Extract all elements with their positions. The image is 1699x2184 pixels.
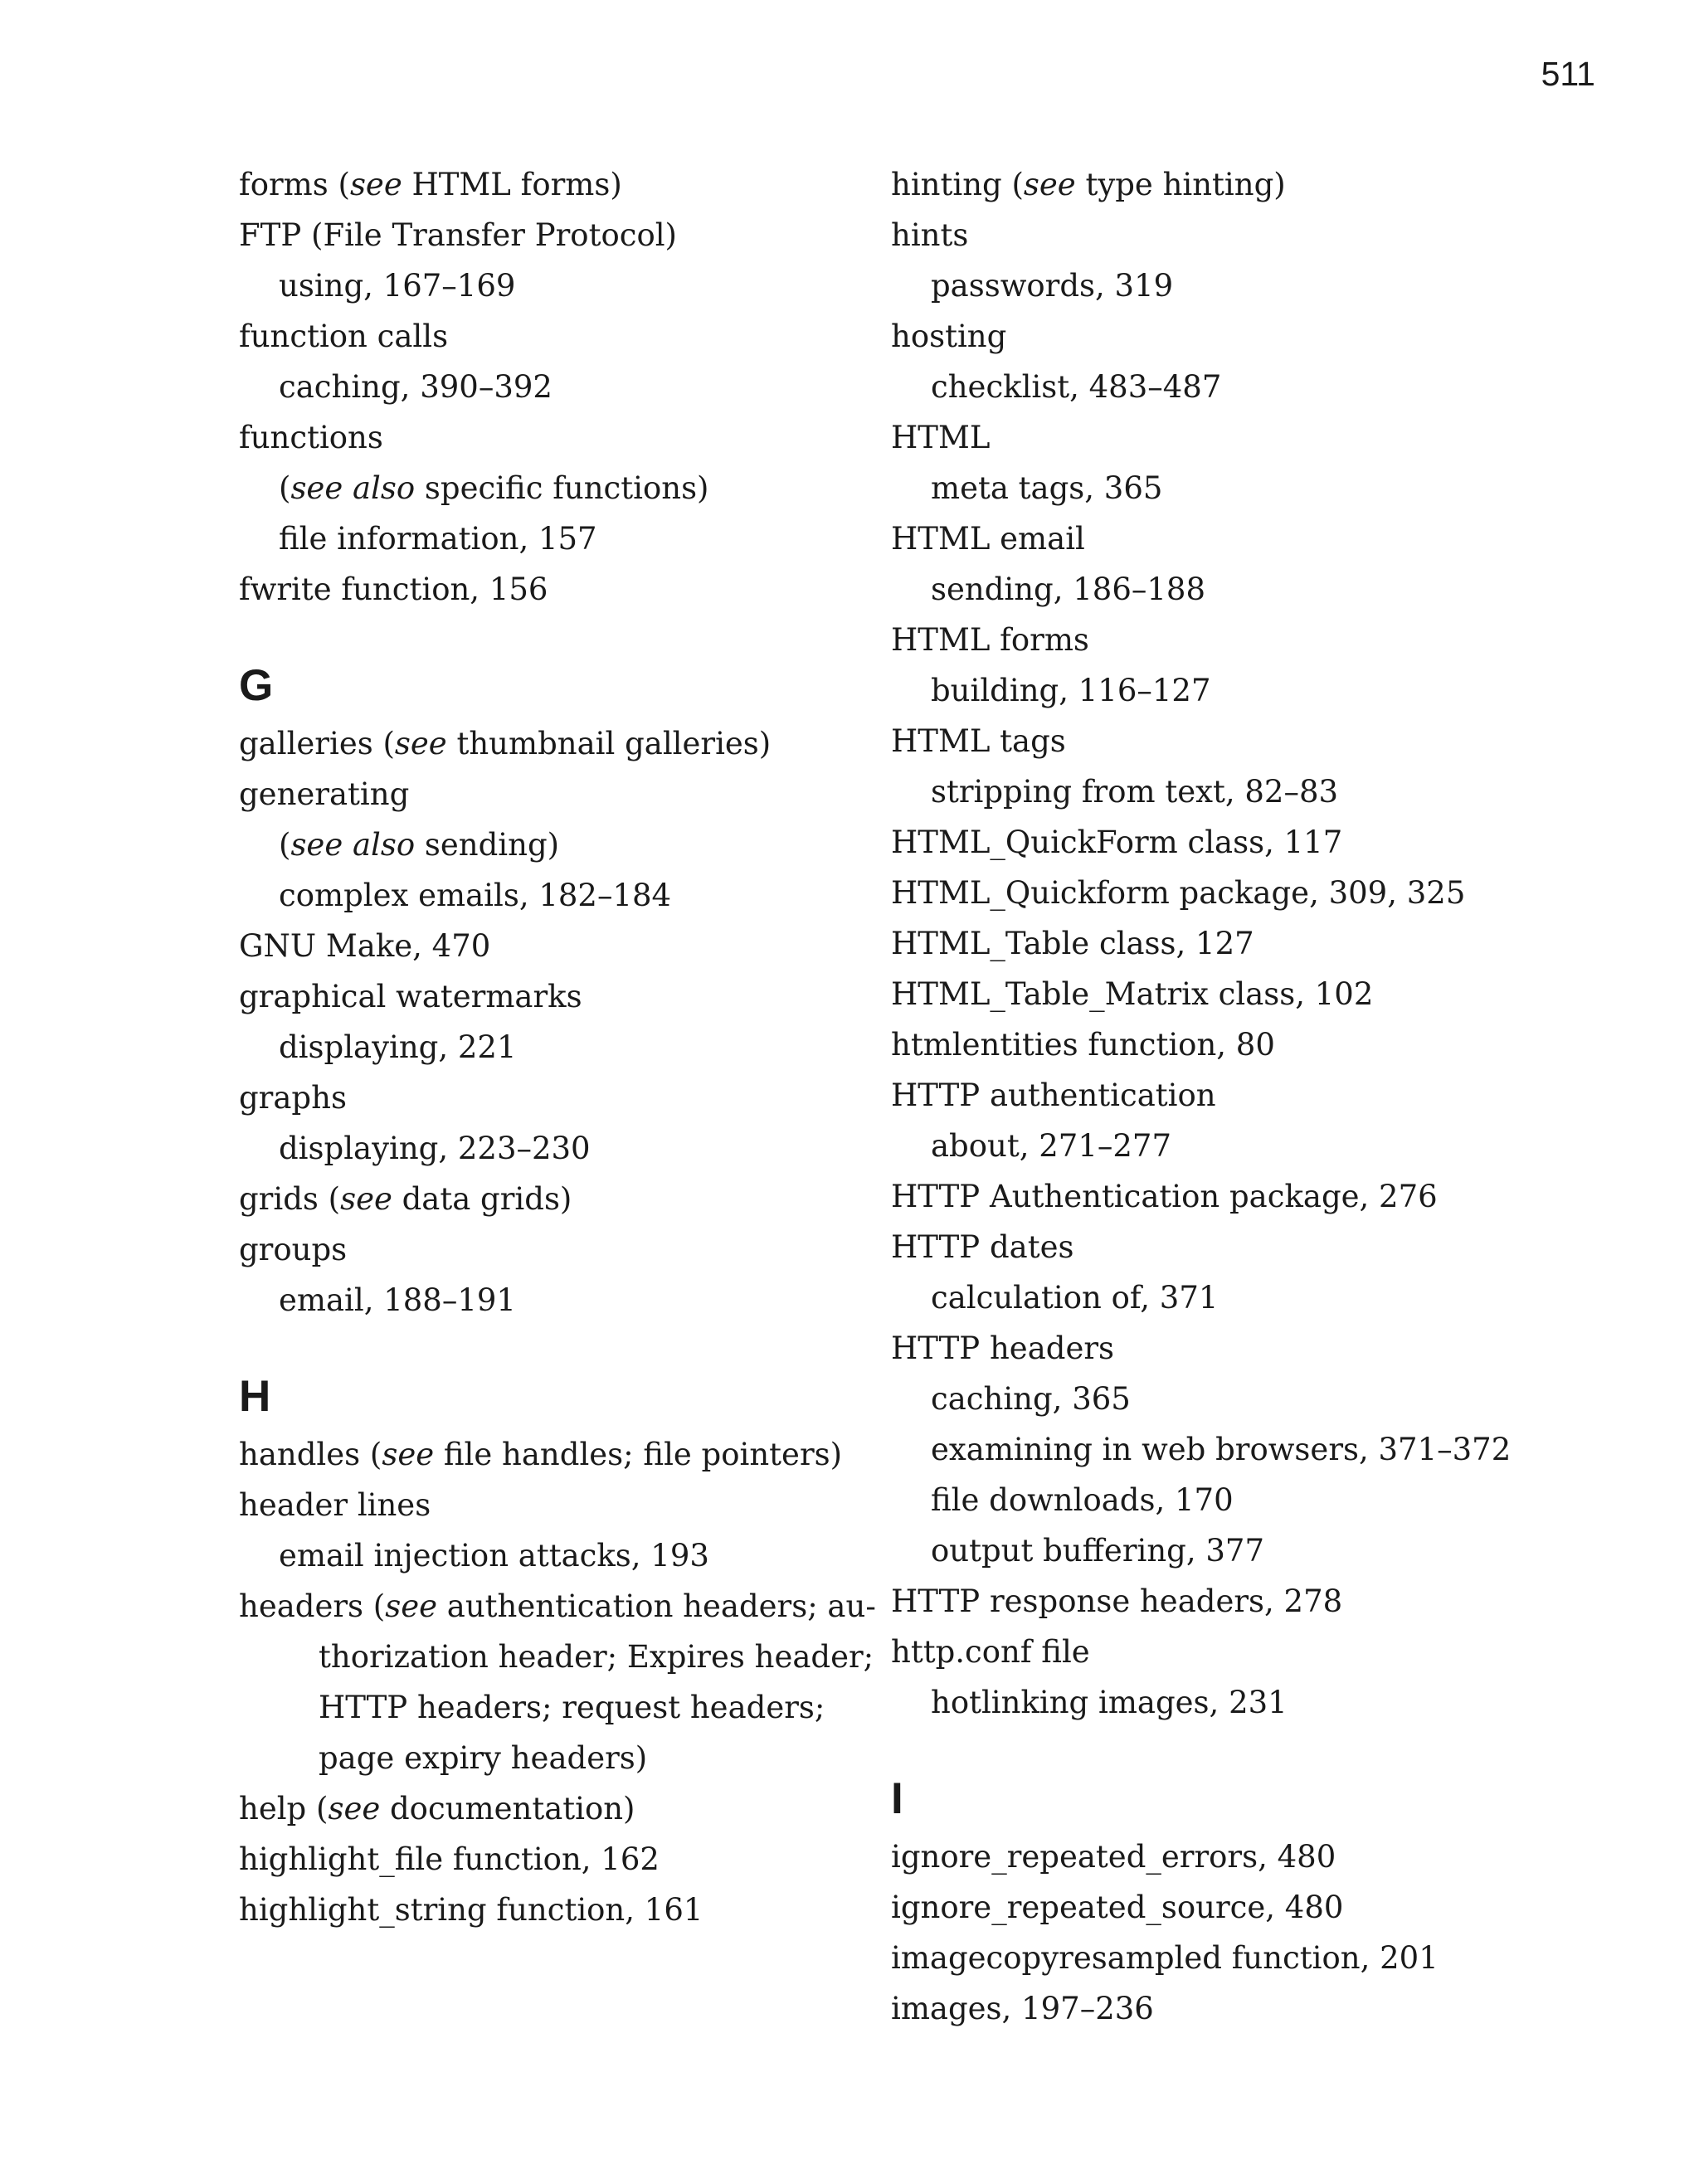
- entry-text: displaying, 221: [279, 1029, 517, 1065]
- entry-text: displaying, 223–230: [279, 1131, 591, 1166]
- entry-text: email, 188–191: [279, 1282, 516, 1318]
- section-letter-heading: G: [239, 661, 274, 710]
- entry-text: thumbnail galleries): [446, 726, 772, 761]
- entry-text: HTTP headers; request headers;: [319, 1690, 825, 1725]
- see-reference: see: [385, 1588, 438, 1624]
- entry-text: HTTP dates: [891, 1229, 1074, 1265]
- see-reference: see: [382, 1437, 435, 1472]
- index-entry-continuation: [239, 1682, 886, 1733]
- entry-text: HTML_Table class, 127: [891, 926, 1254, 961]
- entry-text: graphs: [239, 1080, 347, 1116]
- entry-text: forms (: [239, 167, 350, 202]
- index-subentry: [239, 1123, 886, 1174]
- index-entry: [891, 1882, 1538, 1933]
- entry-text: GNU Make, 470: [239, 928, 491, 964]
- entry-text: help (: [239, 1791, 329, 1826]
- index-entry: [891, 716, 1538, 766]
- index-entry: [239, 1224, 886, 1275]
- entry-text: HTTP Authentication package, 276: [891, 1179, 1438, 1214]
- section-letter-heading: I: [891, 1774, 903, 1823]
- index-entry: [239, 210, 886, 260]
- index-entry: [239, 564, 886, 615]
- index-subentry: [891, 1272, 1538, 1323]
- entry-text: HTML: [891, 420, 991, 455]
- index-entry: [239, 769, 886, 820]
- index-entry: [239, 1480, 886, 1530]
- index-subentry: [239, 362, 886, 412]
- see-reference: see: [328, 1791, 381, 1826]
- entry-text: HTTP headers: [891, 1330, 1115, 1366]
- index-subentry: [891, 362, 1538, 412]
- entry-text: caching, 390–392: [279, 369, 553, 405]
- index-entry: [891, 1171, 1538, 1222]
- entry-text: graphical watermarks: [239, 979, 582, 1014]
- index-entry-continuation: [239, 1733, 886, 1783]
- index-entry: [239, 1581, 886, 1632]
- index-subentry: [891, 665, 1538, 716]
- entry-text: HTML forms: [891, 622, 1089, 658]
- entry-text: HTML forms): [402, 167, 622, 202]
- entry-text: examining in web browsers, 371–372: [931, 1432, 1512, 1467]
- entry-text: highlight_string function, 161: [239, 1892, 703, 1928]
- index-entry: [891, 1627, 1538, 1677]
- entry-text: about, 271–277: [931, 1128, 1171, 1164]
- entry-text: (: [279, 470, 291, 506]
- index-entry: [239, 718, 886, 769]
- entry-text: checklist, 483–487: [931, 369, 1222, 405]
- entry-text: meta tags, 365: [931, 470, 1163, 506]
- index-entry: [891, 1831, 1538, 1882]
- entry-text: page expiry headers): [319, 1740, 648, 1776]
- index-subentry: [239, 820, 886, 870]
- entry-text: caching, 365: [931, 1381, 1131, 1417]
- entry-text: HTML email: [891, 521, 1085, 557]
- index-entry: [239, 1429, 886, 1480]
- entry-text: HTTP authentication: [891, 1077, 1216, 1113]
- index-entry: [239, 1834, 886, 1885]
- see-reference: see: [349, 167, 402, 202]
- entry-text: hinting (: [891, 167, 1024, 202]
- index-entry: [891, 1576, 1538, 1627]
- index-entry: [239, 412, 886, 463]
- index-entry: [891, 311, 1538, 362]
- entry-text: file downloads, 170: [931, 1482, 1234, 1518]
- index-entry: [239, 311, 886, 362]
- entry-text: hints: [891, 217, 969, 253]
- entry-text: HTML tags: [891, 723, 1066, 759]
- index-entry: [891, 918, 1538, 969]
- index-subentry: [891, 260, 1538, 311]
- entry-text: htmlentities function, 80: [891, 1027, 1275, 1063]
- entry-text: output buffering, 377: [931, 1533, 1264, 1569]
- entry-text: specific functions): [415, 470, 709, 506]
- index-entry: [891, 1222, 1538, 1272]
- index-entry: [239, 971, 886, 1022]
- index-entry: [239, 1783, 886, 1834]
- entry-text: grids (: [239, 1181, 341, 1217]
- entry-text: complex emails, 182–184: [279, 878, 672, 913]
- index-subentry: [239, 513, 886, 564]
- entry-text: data grids): [392, 1181, 572, 1217]
- entry-text: hosting: [891, 319, 1007, 354]
- index-subentry: [239, 870, 886, 921]
- index-entry: [239, 159, 886, 210]
- see-reference: see: [394, 726, 447, 761]
- entry-text: headers (: [239, 1588, 386, 1624]
- index-entry: [891, 210, 1538, 260]
- index-entry: [891, 817, 1538, 868]
- index-subentry: [891, 1121, 1538, 1171]
- entry-text: images, 197–236: [891, 1991, 1154, 2026]
- index-entry: [891, 412, 1538, 463]
- index-subentry: [891, 1525, 1538, 1576]
- entry-text: galleries (: [239, 726, 395, 761]
- entry-text: building, 116–127: [931, 673, 1211, 708]
- entry-text: HTML_QuickForm class, 117: [891, 824, 1343, 860]
- entry-text: file information, 157: [279, 521, 597, 557]
- entry-text: HTML_Table_Matrix class, 102: [891, 976, 1374, 1012]
- index-subentry: [239, 1530, 886, 1581]
- section-letter-heading: H: [239, 1372, 271, 1421]
- index-subentry: [891, 564, 1538, 615]
- index-subentry: [891, 463, 1538, 513]
- entry-text: HTML_Quickform package, 309, 325: [891, 875, 1466, 911]
- see-reference: see: [340, 1181, 392, 1217]
- entry-text: header lines: [239, 1487, 431, 1523]
- entry-text: handles (: [239, 1437, 382, 1472]
- index-entry: [891, 868, 1538, 918]
- index-subentry: [891, 1677, 1538, 1728]
- page-number: 511: [1541, 55, 1595, 93]
- index-subentry: [239, 1275, 886, 1325]
- index-entry: [239, 921, 886, 971]
- index-subentry: [891, 1374, 1538, 1424]
- index-entry-continuation: [239, 1632, 886, 1682]
- entry-text: FTP (File Transfer Protocol): [239, 217, 677, 253]
- index-subentry: [891, 1475, 1538, 1525]
- see-reference: see also: [290, 827, 416, 863]
- index-entry: [891, 969, 1538, 1019]
- entry-text: email injection attacks, 193: [279, 1538, 709, 1574]
- entry-text: ignore_repeated_source, 480: [891, 1890, 1344, 1925]
- entry-text: imagecopyresampled function, 201: [891, 1940, 1439, 1976]
- entry-text: calculation of, 371: [931, 1280, 1219, 1316]
- index-entry: [239, 1174, 886, 1224]
- index-subentry: [239, 463, 886, 513]
- index-entry: [891, 159, 1538, 210]
- entry-text: generating: [239, 776, 410, 812]
- entry-text: ignore_repeated_errors, 480: [891, 1839, 1336, 1875]
- index-entry: [891, 1323, 1538, 1374]
- index-entry: [891, 1019, 1538, 1070]
- index-entry: [891, 1933, 1538, 1983]
- index-entry: [891, 615, 1538, 665]
- entry-text: groups: [239, 1232, 348, 1267]
- index-entry: [239, 1073, 886, 1123]
- entry-text: hotlinking images, 231: [931, 1685, 1288, 1720]
- index-subentry: [239, 1022, 886, 1073]
- index-subentry: [239, 260, 886, 311]
- entry-text: http.conf file: [891, 1634, 1090, 1670]
- entry-text: documentation): [380, 1791, 635, 1826]
- index-entry: [239, 1885, 886, 1935]
- entry-text: highlight_file function, 162: [239, 1841, 660, 1877]
- entry-text: type hinting): [1075, 167, 1286, 202]
- entry-text: file handles; file pointers): [434, 1437, 843, 1472]
- entry-text: authentication headers; au-: [437, 1588, 876, 1624]
- see-reference: see also: [290, 470, 416, 506]
- index-entry: [891, 513, 1538, 564]
- index-column-left: [239, 159, 886, 1935]
- entry-text: function calls: [239, 319, 449, 354]
- entry-text: functions: [239, 420, 383, 455]
- index-subentry: [891, 766, 1538, 817]
- index-entry: [891, 1070, 1538, 1121]
- entry-text: thorization header; Expires header;: [319, 1639, 874, 1675]
- see-reference: see: [1023, 167, 1076, 202]
- entry-text: (: [279, 827, 291, 863]
- entry-text: using, 167–169: [279, 268, 516, 304]
- entry-text: fwrite function, 156: [239, 572, 548, 607]
- entry-text: sending): [415, 827, 560, 863]
- index-subentry: [891, 1424, 1538, 1475]
- index-entry: [891, 1983, 1538, 2034]
- index-column-right: [891, 159, 1538, 2034]
- entry-text: sending, 186–188: [931, 572, 1206, 607]
- entry-text: passwords, 319: [931, 268, 1174, 304]
- entry-text: stripping from text, 82–83: [931, 774, 1339, 810]
- entry-text: HTTP response headers, 278: [891, 1583, 1343, 1619]
